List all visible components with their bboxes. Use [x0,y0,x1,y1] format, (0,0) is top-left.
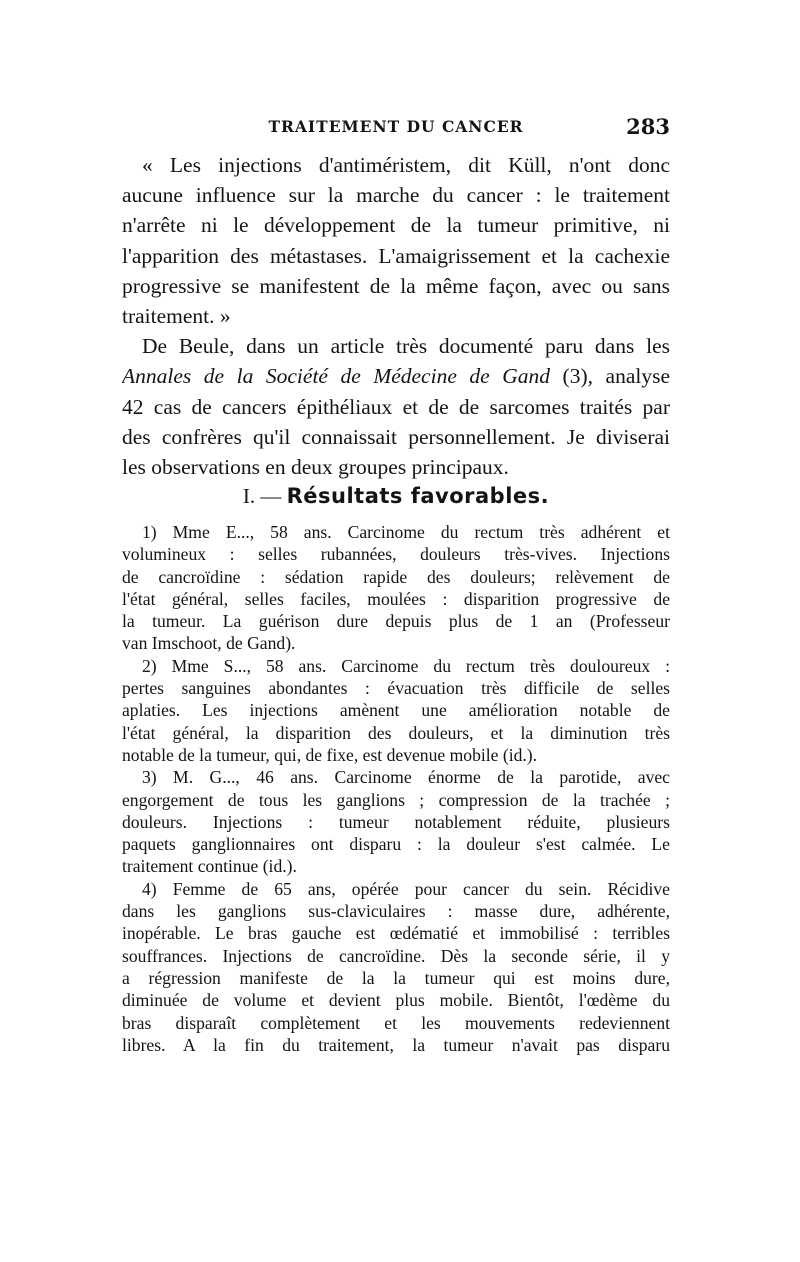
case-line: souffrances. Injections de cancroïdine. Dès la seconde série, il y [122,945,670,966]
text-line: l'apparition des métastases. L'amaigrissement et la cachexie [122,243,670,268]
journal-citation-rest: (3), analyse [550,364,670,389]
case-line: douleurs. Injections : tumeur notablement réduite, plusieurs [122,811,670,832]
case-list [122,521,670,1056]
case-line: l'état général, la disparition des douleurs, et la diminution très [122,722,670,743]
text-line: « Les injections d'antiméristem, dit Küll, n'ont donc [142,153,670,177]
text-line: n'arrête ni le développement de la tumeur primitive, ni [122,213,670,238]
page-number: 283 [626,114,670,139]
case-line: 2) Mme S..., 58 ans. Carcinome du rectum très douloureux : [142,655,670,676]
case-line: a régression manifeste de la la tumeur qui est moins dure, [122,967,670,988]
case-line: l'état général, selles faciles, moulées : disparition progressive de [122,588,670,609]
text-line: 42 cas de cancers épithéliaux et de de sarcomes traités par [122,394,670,419]
section-title: Résultats favorables. [286,484,550,508]
case-line: paquets ganglionnaires ont disparu : la douleur s'est calmée. Le [122,834,670,855]
case-line: volumineux : selles rubannées, douleurs très-vives. Injections [122,544,670,565]
case-line: aplaties. Les injections amènent une amélioration notable de [122,700,670,721]
text-line: traitement. » [122,303,231,328]
case-line: dans les ganglions sus-claviculaires : masse dure, adhérente, [122,901,670,922]
case-line: bras disparaît complètement et les mouvements redeviennent [122,1012,670,1033]
case-line: 4) Femme de 65 ans, opérée pour cancer du sein. Récidive [142,878,670,899]
text-line: progressive se manifestent de la même façon, avec ou sans [122,273,670,298]
section-heading [122,481,670,511]
intro-paragraphs [122,150,670,482]
case-line: 1) Mme E..., 58 ans. Carcinome du rectum très adhérent et [142,522,670,542]
case-line: inopérable. Le bras gauche est œdématié et immobilisé : terribles [122,923,670,944]
case-line: 3) M. G..., 46 ans. Carcinome énorme de la parotide, avec [142,767,670,788]
running-head [122,112,670,142]
running-title: TRAITEMENT DU CANCER [268,117,524,136]
case-item [122,655,670,766]
journal-citation-line [122,361,670,391]
case-line: pertes sanguines abondantes : évacuation très difficile de selles [122,678,670,699]
case-line: engorgement de tous les ganglions ; compression de la trachée ; [122,789,670,810]
case-item [122,878,670,1056]
case-line: van Imschoot, de Gand). [122,633,296,654]
text-line: des confrères qu'il connaissait personnellement. Je diviserai [122,424,670,449]
case-line: la tumeur. La guérison dure depuis plus de 1 an (Professeur [122,611,670,632]
case-line: notable de la tumeur, qui, de fixe, est devenue mobile (id.). [122,744,538,765]
case-line: traitement continue (id.). [122,856,297,877]
case-line: diminuée de volume et devient plus mobile. Bientôt, l'œdème du [122,990,670,1011]
text-line: aucune influence sur la marche du cancer : le traitement [122,183,670,208]
text-line: De Beule, dans un article très documenté paru dans les [142,334,670,359]
section-number: I. — [242,484,287,508]
text-line: les observations en deux groupes principaux. [122,454,509,479]
case-line: de cancroïdine : sédation rapide des douleurs; relèvement de [122,566,670,587]
case-item [122,521,670,655]
case-item [122,766,670,877]
journal-title: Annales de la Société de Médecine de Gand [122,364,551,389]
case-line: libres. A la fin du traitement, la tumeur n'avait pas disparu [122,1034,670,1055]
